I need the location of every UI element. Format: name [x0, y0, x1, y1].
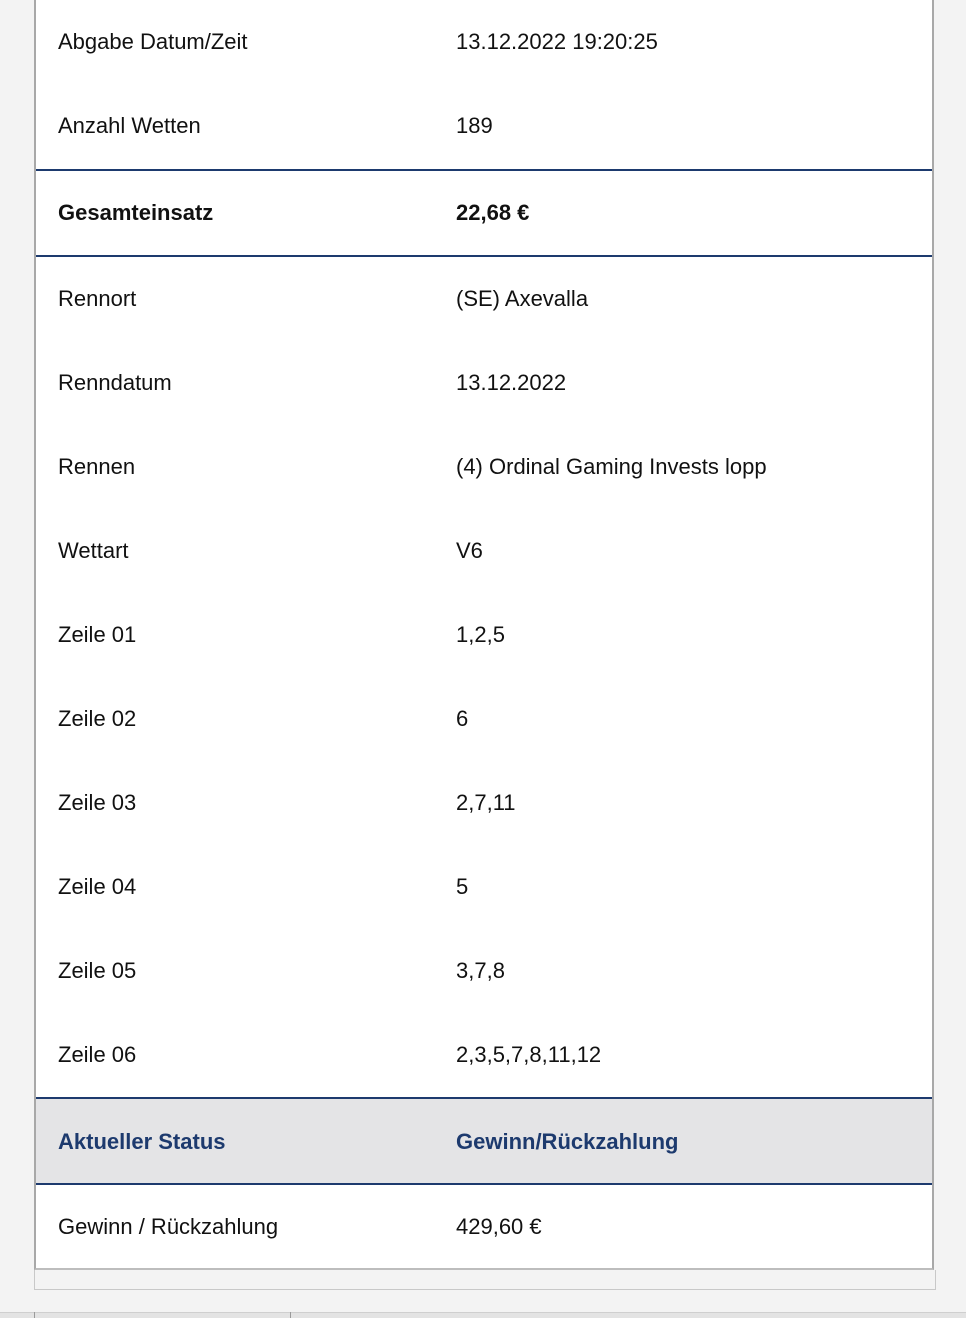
- bottom-divider-tick: [34, 1312, 35, 1318]
- race-label: Rennort: [58, 286, 137, 311]
- status-header-row: [36, 1099, 932, 1185]
- selection-row-05: [36, 929, 932, 1013]
- payout-row: [36, 1185, 932, 1269]
- selection-row-02: [36, 677, 932, 761]
- payout-value: 429,60 €: [456, 1214, 542, 1239]
- race-value: V6: [456, 538, 483, 563]
- selection-value: 6: [456, 706, 469, 731]
- race-row-location: [36, 257, 932, 341]
- bottom-scroll-strip: [0, 1312, 966, 1318]
- race-row-date: [36, 341, 932, 425]
- total-stake-value: 22,68 €: [456, 200, 530, 225]
- selection-row-01: [36, 593, 932, 677]
- race-value: 13.12.2022: [456, 370, 567, 395]
- selection-row-06: [36, 1013, 932, 1097]
- race-row-race: [36, 425, 932, 509]
- total-stake-row: [36, 171, 932, 255]
- detail-row-submitted: [36, 0, 932, 84]
- status-label: Aktueller Status: [58, 1129, 226, 1154]
- total-stake-label: Gesamteinsatz: [58, 200, 214, 225]
- selection-label: Zeile 04: [58, 874, 137, 899]
- race-label: Wettart: [58, 538, 129, 563]
- payout-label: Gewinn / Rückzahlung: [58, 1214, 279, 1239]
- detail-value: 189: [456, 113, 493, 138]
- selection-label: Zeile 05: [58, 958, 137, 983]
- selection-label: Zeile 02: [58, 706, 137, 731]
- outer-frame: [34, 1270, 936, 1290]
- selection-row-04: [36, 845, 932, 929]
- race-value: (SE) Axevalla: [456, 286, 589, 311]
- bottom-divider-tick: [290, 1312, 291, 1318]
- selection-value: 3,7,8: [456, 958, 505, 983]
- race-value: (4) Ordinal Gaming Invests lopp: [456, 454, 767, 479]
- race-label: Renndatum: [58, 370, 172, 395]
- selection-label: Zeile 01: [58, 622, 137, 647]
- selection-value: 1,2,5: [456, 622, 505, 647]
- race-label: Rennen: [58, 454, 136, 479]
- selection-label: Zeile 06: [58, 1042, 137, 1067]
- selection-label: Zeile 03: [58, 790, 137, 815]
- detail-row-bet-count: [36, 84, 932, 168]
- bet-details-card: [34, 0, 934, 1270]
- status-value: Gewinn/Rückzahlung: [456, 1129, 679, 1154]
- selection-value: 2,3,5,7,8,11,12: [456, 1042, 602, 1067]
- detail-label: Abgabe Datum/Zeit: [58, 29, 248, 54]
- selection-value: 5: [456, 874, 469, 899]
- race-row-bet-type: [36, 509, 932, 593]
- selection-row-03: [36, 761, 932, 845]
- selection-value: 2,7,11: [456, 790, 516, 815]
- detail-label: Anzahl Wetten: [58, 113, 201, 138]
- detail-value: 13.12.2022 19:20:25: [456, 29, 658, 54]
